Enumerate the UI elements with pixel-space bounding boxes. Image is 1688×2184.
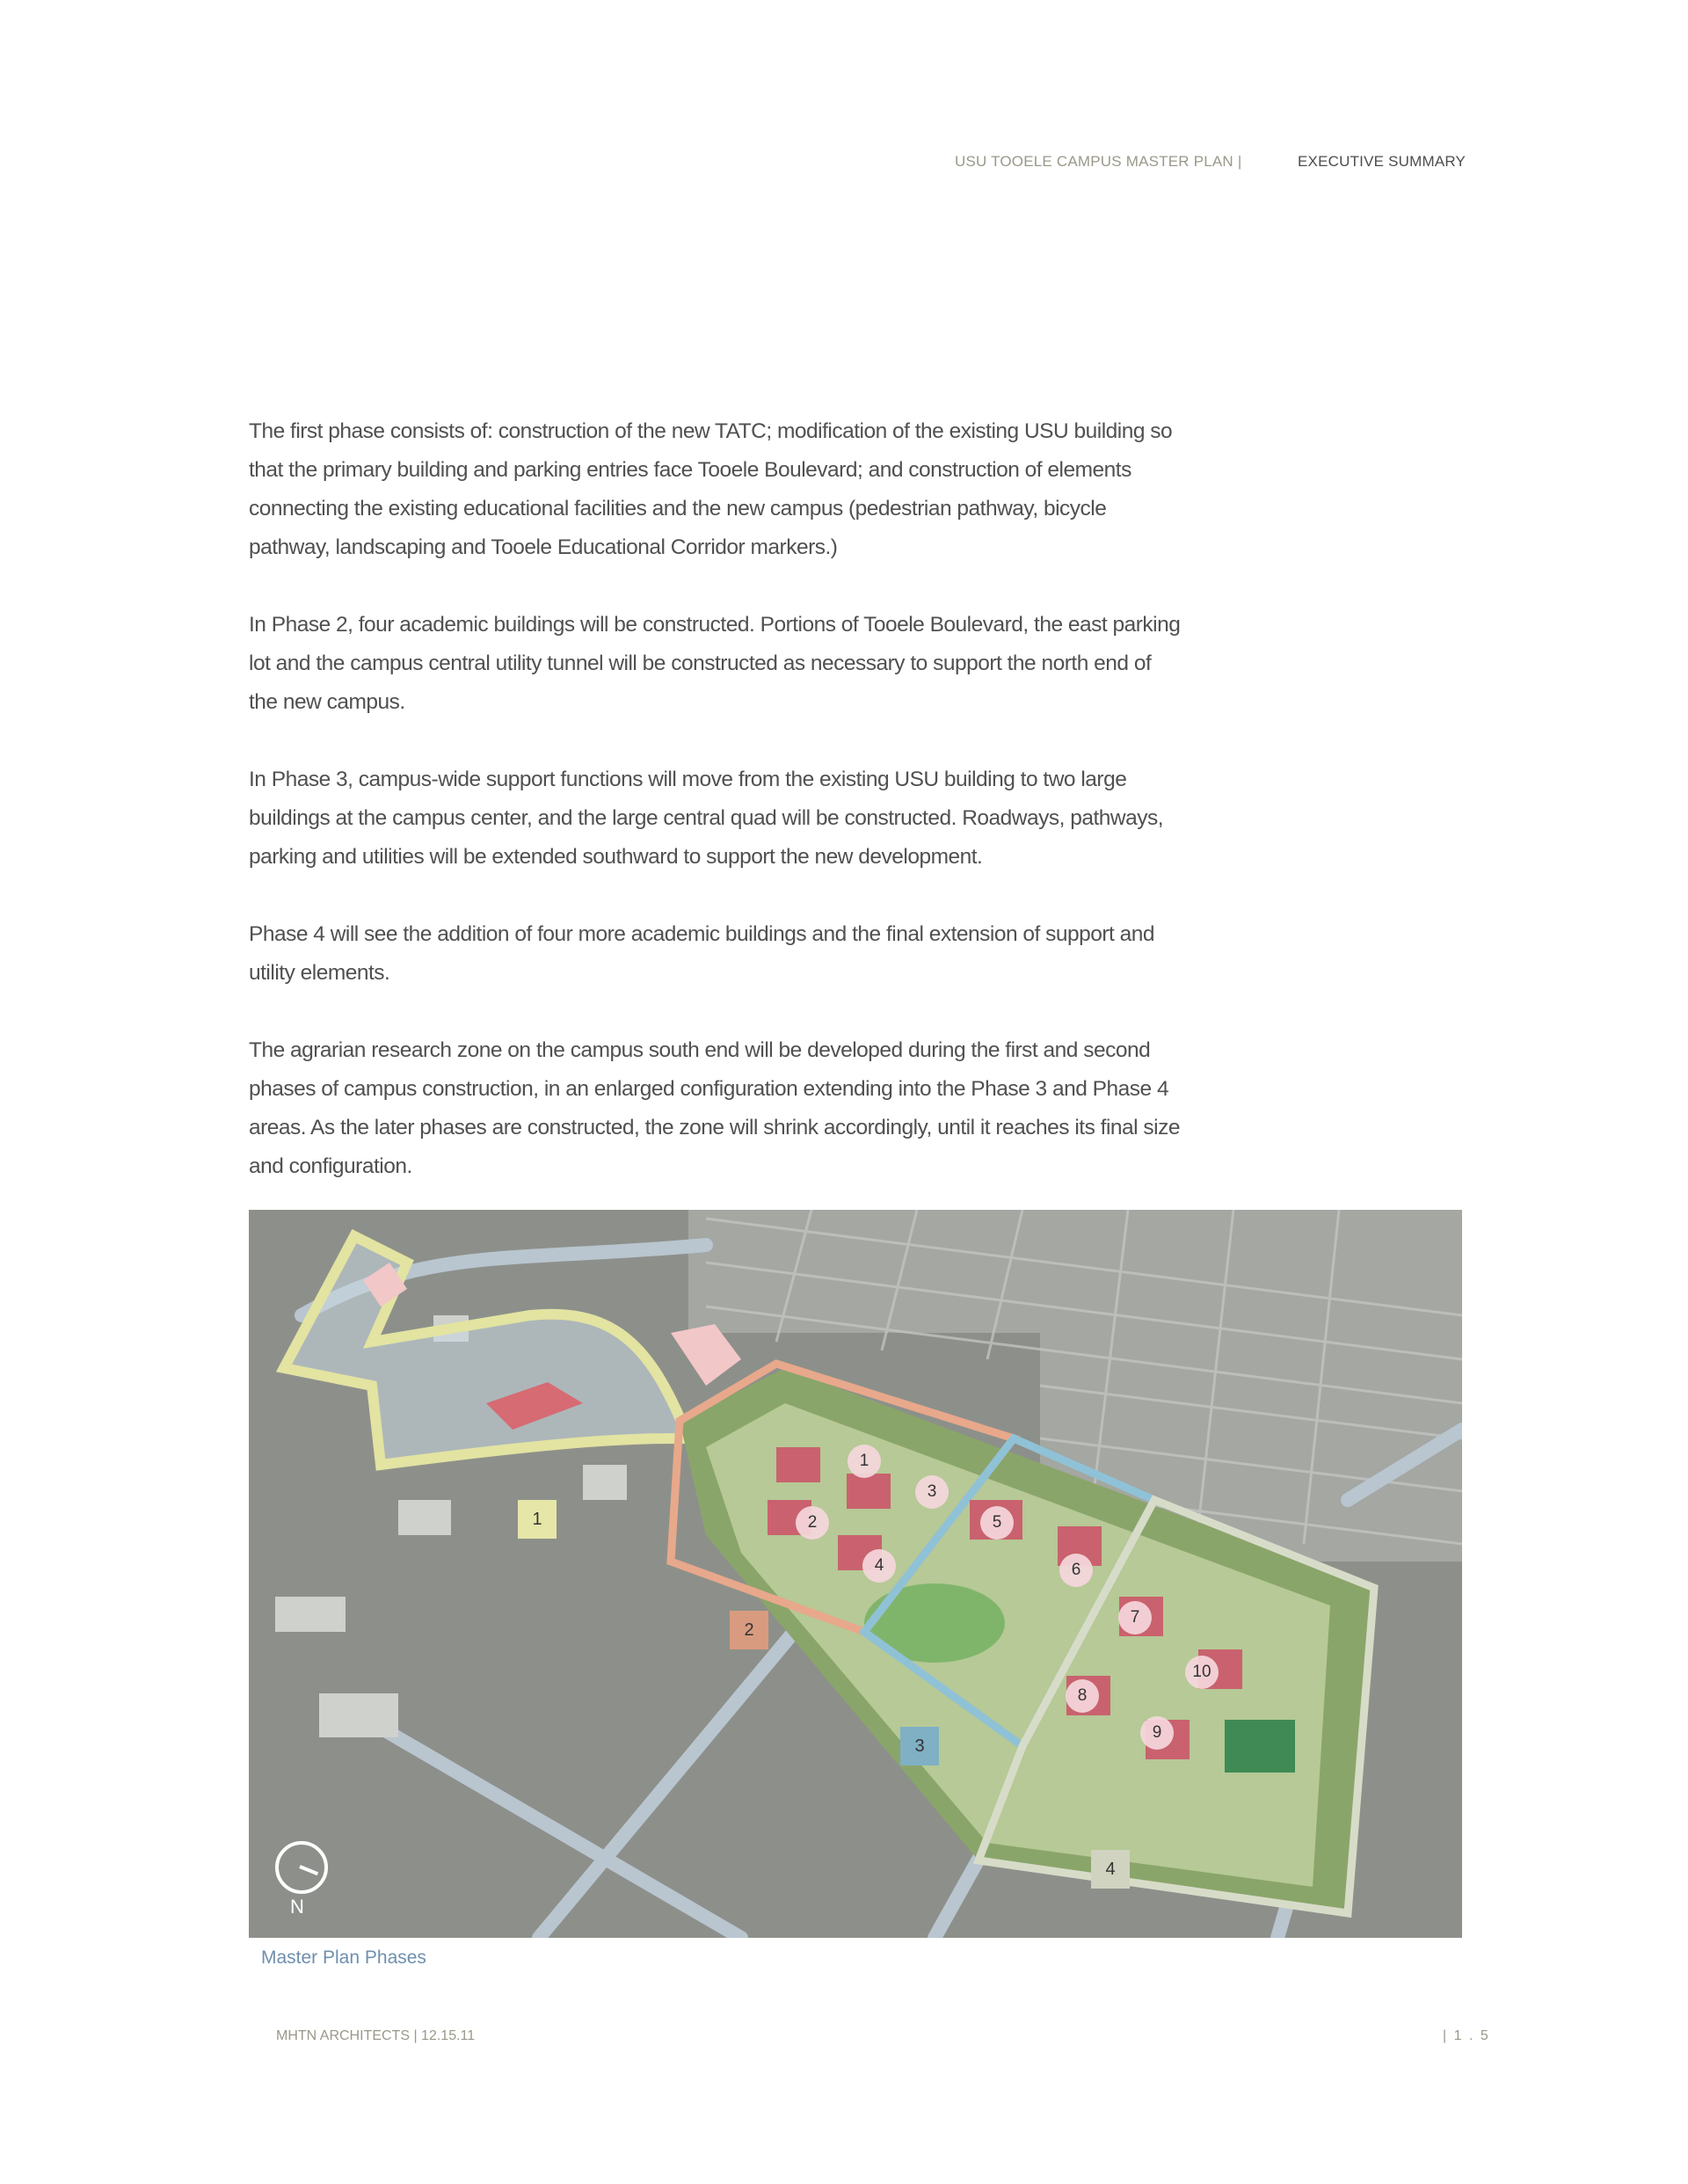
paragraph: The first phase consists of: construction of the new TATC; modification of the existing USU building so that the primary building and parking entries face Tooele Boulevard; and construction of elements connecting the existing educational facilities and the new campus (pedestrian pathway, bicycle pathway, landscaping and Tooele Educational Corridor markers.) (249, 419, 1173, 559)
document-title: USU TOOELE CAMPUS MASTER PLAN | (955, 153, 1242, 170)
paragraph: The agrarian research zone on the campus south end will be developed during the first and second phases of campus construction, in an enlarged configuration extending into the Phase 3 and Phase 4 areas. As the later phases are constructed, the zone will shrink accordingly, until it reaches its final size and configuration. (249, 1038, 1180, 1178)
page-number: | 1 . 5 (1443, 2028, 1490, 2043)
building-2-marker: 2 (796, 1506, 829, 1540)
building-8-marker: 8 (1066, 1679, 1099, 1713)
building-5-marker: 5 (980, 1506, 1014, 1540)
building-10-marker: 10 (1185, 1656, 1219, 1689)
section-title: EXECUTIVE SUMMARY (1298, 153, 1466, 170)
north-arrow (273, 1841, 328, 1920)
building-9-marker: 9 (1140, 1716, 1174, 1750)
body-text (249, 412, 1181, 1225)
building-1-marker: 1 (848, 1445, 881, 1478)
building-3-marker: 3 (915, 1475, 949, 1509)
agrarian-research-zone (1225, 1720, 1295, 1773)
phase-3-tag: 3 (900, 1727, 939, 1765)
building-6-marker: 6 (1059, 1554, 1093, 1587)
building-7-marker: 7 (1118, 1601, 1152, 1634)
figure-caption: Master Plan Phases (261, 1947, 426, 1968)
phase-2-tag: 2 (730, 1611, 768, 1649)
north-label: N (290, 1896, 304, 1918)
phase-4-tag: 4 (1091, 1850, 1130, 1889)
building-4-marker: 4 (862, 1549, 896, 1583)
paragraph: In Phase 2, four academic buildings will be constructed. Portions of Tooele Boulevard, the east parking lot and the campus central utility tunnel will be constructed as necessary to support the north end of the new campus. (249, 613, 1181, 714)
paragraph: In Phase 3, campus-wide support functions will move from the existing USU building to two large buildings at the campus center, and the large central quad will be constructed. Roadways, pathways, parking and utilities will be extended southward to support the new development. (249, 768, 1164, 869)
phase-1-tag: 1 (518, 1500, 557, 1539)
paragraph: Phase 4 will see the addition of four more academic buildings and the final extension of support and utility elements. (249, 922, 1155, 985)
aerial-site-plan (249, 1210, 1462, 1938)
footer-firm-date: MHTN ARCHITECTS | 12.15.11 (276, 2028, 476, 2043)
master-plan-map (249, 1210, 1462, 1938)
